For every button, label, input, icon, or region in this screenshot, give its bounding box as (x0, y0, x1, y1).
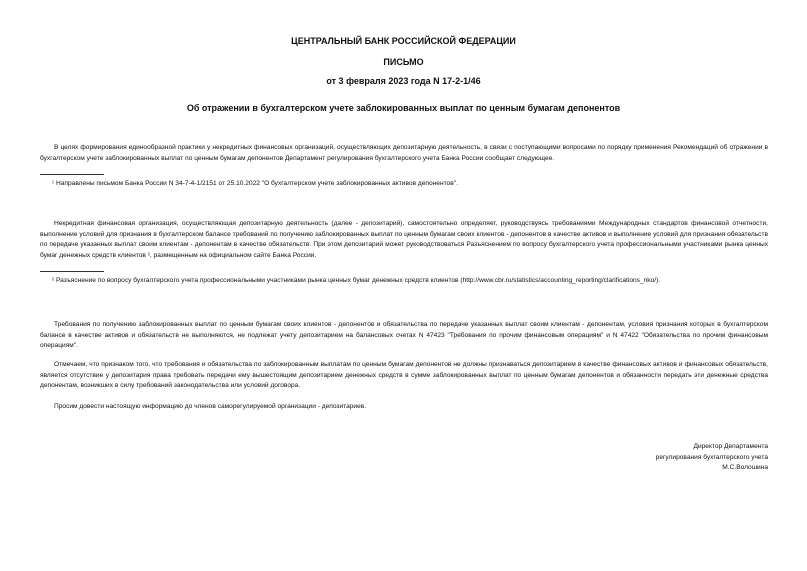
paragraph-depositary: Некредитная финансовая организация, осуществляющая депозитарную деятельность (далее - депозитарий), самостоятельно определяет, руководствуясь требованиями Международных стандартов финансовой отчетности, выполнение условий для признания в бухгалтерском балансе требований по получению заблокированных выплат по ценным бумагам своих клиентов - депонентов в качестве активов и выполнение условий для признания обязательств по передаче указанных выплат своим клиентам - депонентам в качестве обязательств. При этом депозитарий может руководствоваться Разъяснением по вопросу бухгалтерского учета профессиональными участниками рынка ценных бумаг денежных средств клиентов ², размещенным на официальном сайте Банка России. (40, 220, 768, 259)
footnote-2 (52, 276, 768, 286)
signature-position: Директор Департамента (693, 443, 768, 450)
footnote-divider (40, 174, 104, 175)
document-date-number: от 3 февраля 2023 года N 17-2-1/46 (326, 76, 481, 86)
footnote-1-mark: ¹ (52, 181, 54, 187)
issuer-title: ЦЕНТРАЛЬНЫЙ БАНК РОССИЙСКОЙ ФЕДЕРАЦИИ (291, 36, 516, 46)
footnote-divider (40, 271, 104, 272)
paragraph-intro: В целях формирования единообразной практики у некредитных финансовых организаций, осуществляющих депозитарную деятельность, в связи с поступающими вопросами по порядку применения Рекомендаций об отражении в бухгалтерском учете заблокированных выплат по ценным бумагам депонентов Департамент регулирования бухгалтерского учета Банка России сообщает следующее. (40, 144, 768, 162)
document-type: ПИСЬМО (383, 57, 424, 67)
footnote-2-mark: ² (52, 278, 54, 284)
paragraph-requirements: Требования по получению заблокированных выплат по ценным бумагам своих клиентов - депонентов и обязательства по передаче указанных выплат своим клиентам - депонентам, условия признания которых в бухгалтерском балансе в качестве активов и обязательств не выполняются, не подлежат учету депозитарием на балансовых счетах N 47423 "Требования по прочим финансовым операциям" и N 47422 "Обязательства по прочим финансовым операциям". (40, 321, 768, 349)
document-subject: Об отражении в бухгалтерском учете заблокированных выплат по ценным бумагам депонентов (186, 103, 621, 113)
paragraph-request: Просим довести настоящую информацию до членов саморегулируемой организации - депозитариев. (54, 403, 367, 410)
paragraph-note: Отмечаем, что признаком того, что требования и обязательства по заблокированным выплатам по ценным бумагам депонентов не должны признаваться депозитарием в качестве финансовых активов и финансовых обязательств, является отсутствие у депозитария права требовать передачи ему вышестоящим депозитарием денежных средств в сумме заблокированных выплат по ценным бумагам депонентов и обязанности передать эти денежные средства депонентам, возникших в силу требований законодательства или условий договора. (40, 361, 768, 389)
signature-name: М.С.Волошина (722, 464, 768, 471)
footnote-1-text: Направлены письмом Банка России N 34-7-4-1/2151 от 25.10.2022 "О бухгалтерском учете заблокированных активов депонентов". (56, 180, 458, 187)
signature-department: регулирования бухгалтерского учета (655, 454, 768, 461)
footnote-1 (52, 179, 768, 189)
footnote-2-text: Разъяснение по вопросу бухгалтерского учета профессиональными участниками рынка ценных бумаг денежных средств клиентов (http://www.cbr.ru/statistics/accounting_reporting/clarifications_nko/). (56, 277, 661, 284)
